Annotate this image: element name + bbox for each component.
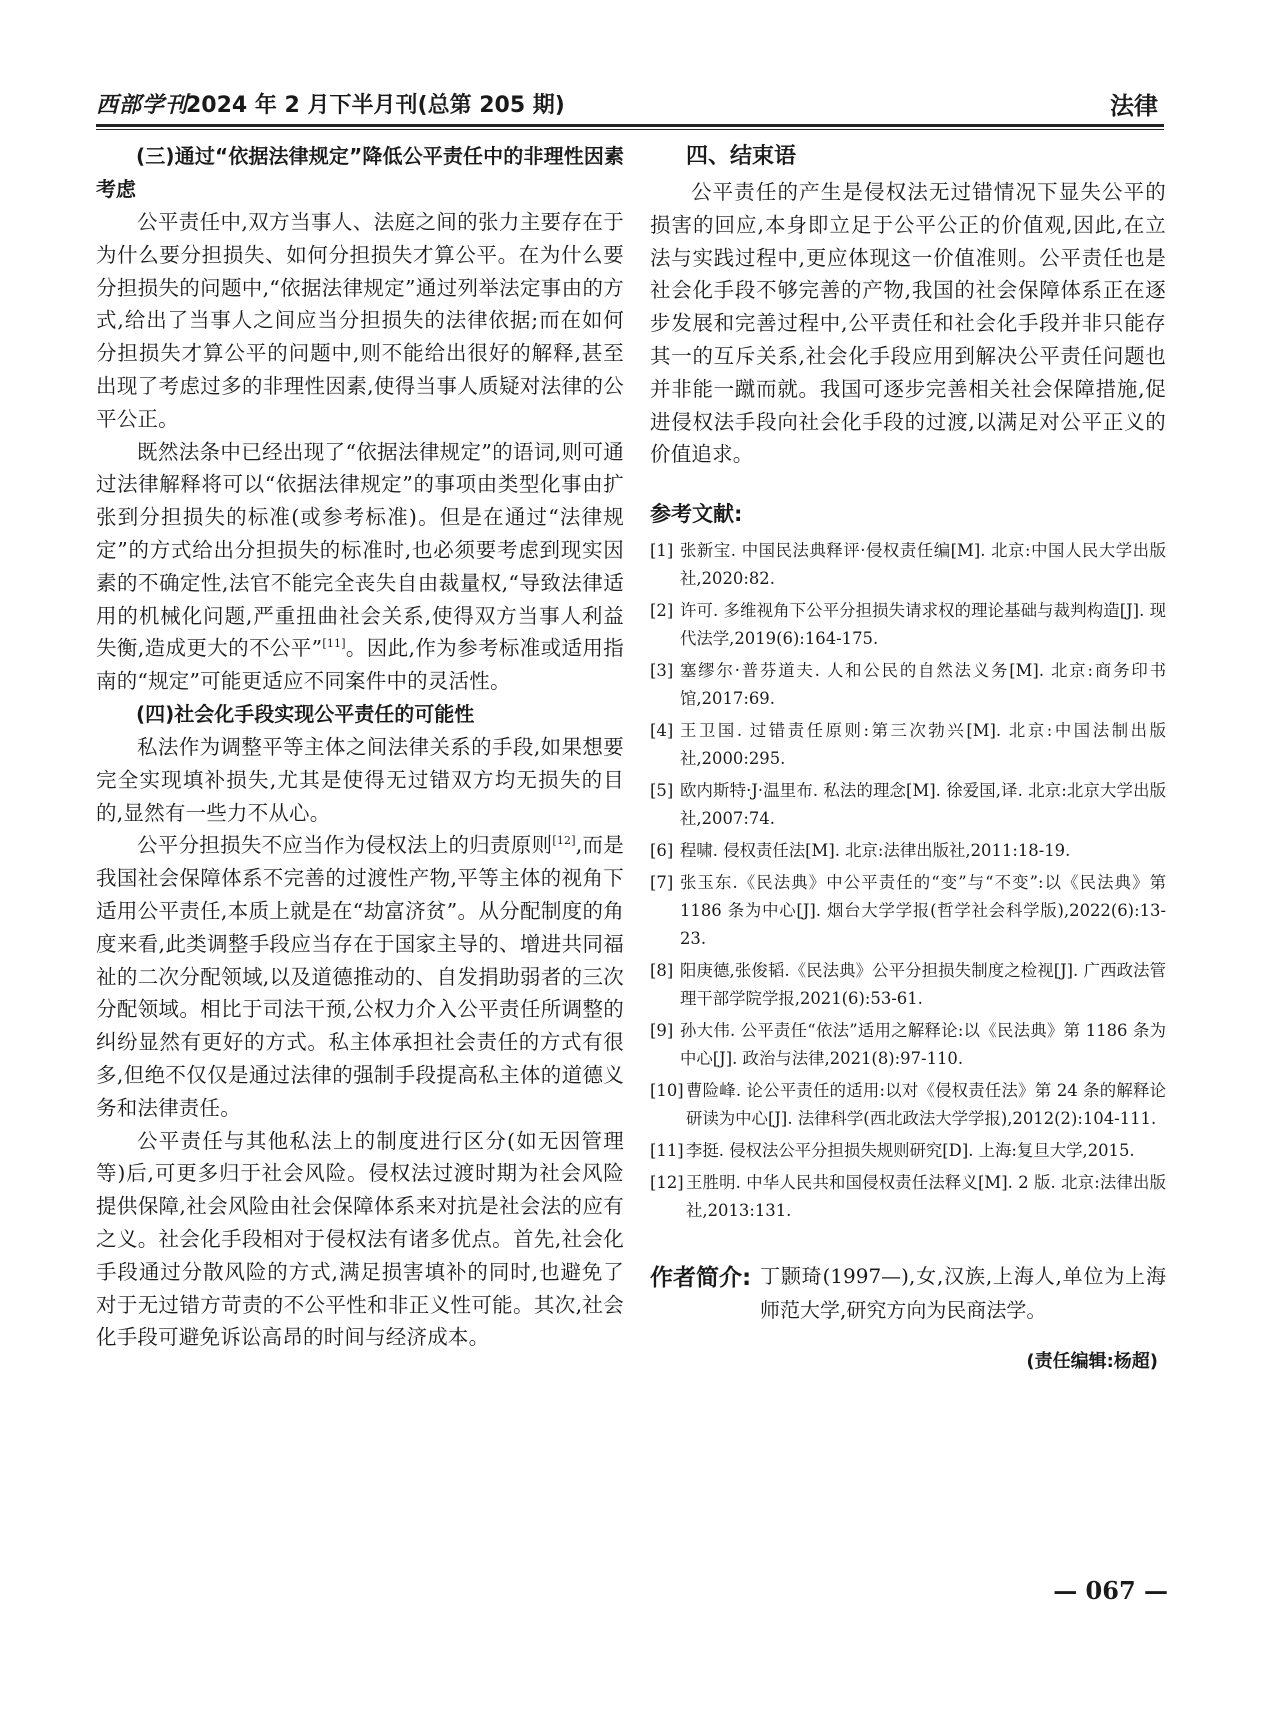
reference-text: 欧内斯特·J·温里布. 私法的理念[M]. 徐爱国,译. 北京:北京大学出版社,2007:74. [680,781,1166,829]
citation-mark: [11] [322,637,346,651]
reference-number: [4] [650,721,674,741]
section-heading: 四、结束语 [686,144,797,169]
header-rule [96,124,1164,127]
reference-number: [11] [650,1141,684,1161]
paragraph: 公平责任中,双方当事人、法庭之间的张力主要存在于为什么要分担损失、如何分担损失才算公平。在为什么要分担损失的问题中,“依据法律规定”通过列举法定事由的方式,给出了当事人之间应当分担损失的法律依据;而在如何分担损失才算公平的问题中,则不能给出很好的解释,甚至出现了考虑过多的非理性因素,使得当事人质疑对法律的公平公正。 [96,210,624,431]
reference-item [650,1137,1166,1165]
subsection-heading-3: (三)通过“依据法律规定”降低公平责任中的非理性因素考虑 [96,144,624,201]
reference-item [650,777,1166,833]
paragraph: 私法作为调整平等主体之间法律关系的手段,如果想要完全实现填补损失,尤其是使得无过错双方均无损失的目的,显然有一些力不从心。 [96,734,624,825]
left-column [96,140,624,1354]
reference-list [650,537,1166,1225]
reference-text: 李挺. 侵权法公平分担损失规则研究[D]. 上海:复旦大学,2015. [686,1141,1135,1161]
reference-text: 程啸. 侵权责任法[M]. 北京:法律出版社,2011:18-19. [680,841,1071,861]
reference-number: [5] [650,781,674,801]
reference-item [650,837,1166,865]
reference-number: [2] [650,601,674,621]
reference-item [650,1077,1166,1133]
reference-item [650,957,1166,1013]
reference-number: [1] [650,541,674,561]
reference-item [650,597,1166,653]
responsible-editor: (责任编辑:杨超) [1026,1351,1158,1373]
citation-mark: [12] [552,834,576,848]
paragraph-text: 既然法条中已经出现了“依据法律规定”的语词,则可通过法律解释将可以“依据法律规定”的事项由类型化事由扩张到分担损失的标准(或参考标准)。但是在通过“法律规定”的方式给出分担损失的标准时,也必须要考虑到现实因素的不确定性,法官不能完全丧失自由裁量权,“导致法律适用的机械化问题,严重扭曲社会关系,使得双方当事人利益失衡,造成更大的不公平” [96,439,624,661]
reference-text: 张玉东.《民法典》中公平责任的“变”与“不变”:以《民法典》第 1186 条为中心[J]. 烟台大学学报(哲学社会科学版),2022(6):13-23. [680,873,1166,949]
paragraph [96,829,624,1124]
journal-logo: 西部学刊 [96,92,189,118]
reference-number: [3] [650,661,674,681]
reference-item [650,1017,1166,1073]
reference-text: 曹险峰. 论公平责任的适用:以对《侵权责任法》第 24 条的解释论研读为中心[J]. 法律科学(西北政法大学学报),2012(2):104-111. [686,1081,1166,1129]
subsection-heading-4: (四)社会化手段实现公平责任的可能性 [136,701,475,726]
reference-text: 阳庚德,张俊韬.《民法典》公平分担损失制度之检视[J]. 广西政法管理干部学院学报,2021(6):53-61. [680,961,1166,1009]
reference-number: [7] [650,873,674,893]
reference-text: 王卫国. 过错责任原则:第三次勃兴[M]. 北京:中国法制出版社,2000:295. [680,721,1166,769]
section-label: 法律 [1110,92,1158,120]
reference-number: [8] [650,961,674,981]
paragraph-text: ,而是我国社会保障体系不完善的过渡性产物,平等主体的视角下适用公平责任,本质上就是在“劫富济贫”。从分配制度的角度来看,此类调整手段应当存在于国家主导的、增进共同福祉的二次分配领域,以及道德推动的、自发捐助弱者的三次分配领域。相比于司法干预,公权力介入公平责任所调整的纠纷显然有更好的方式。私主体承担社会责任的方式有很多,但绝不仅仅是通过法律的强制手段提高私主体的道德义务和法律责任。 [96,833,625,1120]
reference-text: 孙大伟. 公平责任“依法”适用之解释论:以《民法典》第 1186 条为中心[J]. 政治与法律,2021(8):97-110. [680,1021,1166,1069]
paragraph: 公平责任与其他私法上的制度进行区分(如无因管理等)后,可更多归于社会风险。侵权法过渡时期为社会风险提供保障,社会风险由社会保障体系来对抗是社会法的应有之义。社会化手段相对于侵权法有诸多优点。首先,社会化手段通过分散风险的方式,满足损害填补的同时,也避免了对于无过错方苛责的不公平性和非正义性可能。其次,社会化手段可避免诉讼高昂的时间与经济成本。 [96,1128,624,1350]
author-bio [650,1259,1166,1327]
reference-item [650,869,1166,953]
reference-item [650,1169,1166,1225]
author-bio-label: 作者简介: [650,1265,752,1292]
reference-number: [9] [650,1021,674,1041]
reference-item [650,537,1166,593]
reference-text: 许可. 多维视角下公平分担损失请求权的理论基础与裁判构造[J]. 现代法学,2019(6):164-175. [680,601,1166,649]
paragraph-text: 。因此,作为参考标准或适用指南的“规定”可能更适应不同案件中的灵活性。 [96,636,624,694]
header-rule-thin [96,129,1164,130]
reference-number: [12] [650,1173,684,1193]
paragraph-text: 公平分担损失不应当作为侵权法上的归责原则 [137,833,553,858]
references-title: 参考文献: [650,502,743,527]
issue-info: 2024 年 2 月下半月刊(总第 205 期) [186,93,565,118]
reference-item [650,657,1166,713]
right-column [650,140,1166,1395]
paragraph [96,436,624,698]
reference-text: 张新宝. 中国民法典释评·侵权责任编[M]. 北京:中国人民大学出版社,2020:82. [680,541,1166,589]
author-bio-text: 丁颢琦(1997—),女,汉族,上海人,单位为上海师范大学,研究方向为民商法学。 [760,1264,1166,1323]
reference-text: 塞缪尔·普芬道夫. 人和公民的自然法义务[M]. 北京:商务印书馆,2017:69. [680,661,1166,709]
paragraph: 公平责任的产生是侵权法无过错情况下显失公平的损害的回应,本身即立足于公平公正的价值观,因此,在立法与实践过程中,更应体现这一价值准则。公平责任也是社会化手段不够完善的产物,我国的社会保障体系正在逐步发展和完善过程中,公平责任和社会化手段并非只能存其一的互斥关系,社会化手段应用到解决公平责任问题也并非能一蹴而就。我国可逐步完善相关社会保障措施,促进侵权法手段向社会化手段的过渡,以满足对公平正义的价值追求。 [650,180,1166,467]
reference-text: 王胜明. 中华人民共和国侵权责任法释义[M]. 2 版. 北京:法律出版社,2013:131. [686,1173,1166,1221]
page-number: — 067 — [1053,1576,1168,1605]
running-header [96,86,1166,124]
reference-number: [10] [650,1081,684,1101]
reference-number: [6] [650,841,674,861]
reference-item [650,717,1166,773]
